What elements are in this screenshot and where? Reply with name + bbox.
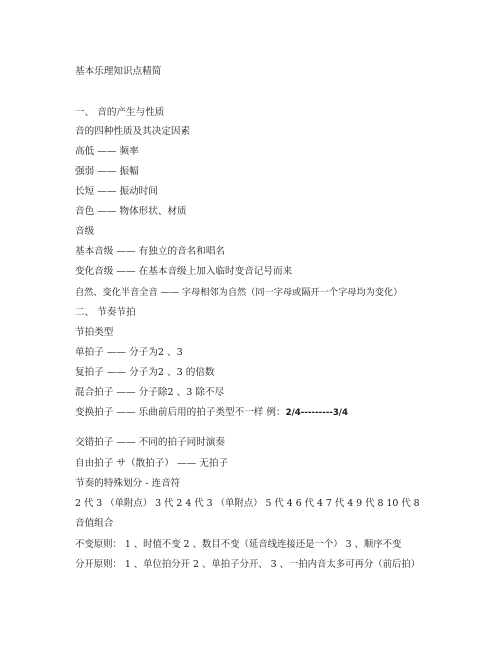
- list-item: [75, 387, 224, 399]
- subheading: [75, 126, 190, 138]
- line-text: 音的四种性质及其决定因素: [75, 126, 191, 137]
- list-item: [75, 266, 292, 278]
- subheading: [75, 327, 113, 339]
- line-text: 交错拍子 —— 不同的拍子同时演奏: [75, 437, 226, 448]
- section-heading: [75, 107, 164, 119]
- list-item: [75, 437, 225, 449]
- list-item: [75, 407, 348, 419]
- line-text: 强弱 —— 振幅: [75, 166, 139, 177]
- line-text: 变化音级 —— 在基本音级上加入临时变音记号而来: [75, 266, 293, 277]
- list-item: [75, 498, 420, 510]
- line-text: 二、 节奏节拍: [75, 307, 136, 318]
- title-text: 基本乐理知识点精简: [75, 66, 162, 77]
- line-text: 一、 音的产生与性质: [75, 107, 165, 118]
- line-text: 混合拍子 —— 分子除2 、3 除不尽: [75, 387, 225, 398]
- line-text: 2 代 3 （单附点） 3 代 2 4 代 3 （单附点） 5 代 4 6 代 4 7 代 4 9 代 8 10 代 8: [75, 498, 420, 509]
- line-text: 音色 —— 物体形状、材质: [75, 206, 187, 217]
- line-text: 长短 —— 振动时间: [75, 186, 158, 197]
- subheading: [75, 478, 180, 490]
- list-item: [75, 539, 401, 551]
- list-item: [75, 458, 228, 470]
- line-text: 音级: [75, 226, 95, 237]
- list-item: [75, 367, 215, 379]
- list-item: [75, 246, 225, 258]
- document-title: [75, 66, 161, 78]
- line-text: 自然、变化半音全音 —— 字母相邻为自然（同一字母或隔开一个字母均为变化）: [75, 287, 403, 298]
- list-item: [75, 287, 402, 299]
- subheading: [75, 518, 113, 530]
- line-text: 自由拍子 サ（散拍子） —— 无拍子: [75, 458, 229, 469]
- list-item: [75, 186, 158, 198]
- section-heading: [75, 307, 136, 319]
- line-text: 单拍子 —— 分子为2 、3: [75, 347, 183, 358]
- list-item: [75, 166, 139, 178]
- line-text: 基本音级 —— 有独立的音名和唱名: [75, 246, 226, 257]
- line-text: 复拍子 —— 分子为2 、3 的倍数: [75, 367, 215, 378]
- list-item: [75, 559, 420, 571]
- line-text: 分开原则： 1 、单位拍分开 2 、单拍子分开、 3 、一拍内音太多可再分（前后拍）: [75, 559, 421, 570]
- line-text: 节奏的特殊划分 - 连音符: [75, 478, 181, 489]
- list-item: [75, 347, 183, 359]
- line-text: 不变原则： 1 、时值不变 2 、数目不变（延音线连接还是一个） 3 、顺序不变: [75, 539, 402, 550]
- line-text: 高低 —— 频率: [75, 146, 139, 157]
- list-item: [75, 206, 187, 218]
- time-signature-example: 2/4---------3/4: [285, 408, 348, 418]
- subheading: [75, 226, 94, 238]
- line-text: 变换拍子 —— 乐曲前后用的拍子类型不一样 例：: [75, 407, 286, 418]
- line-text: 音值组合: [75, 518, 114, 529]
- list-item: [75, 146, 139, 158]
- line-text: 节拍类型: [75, 327, 114, 338]
